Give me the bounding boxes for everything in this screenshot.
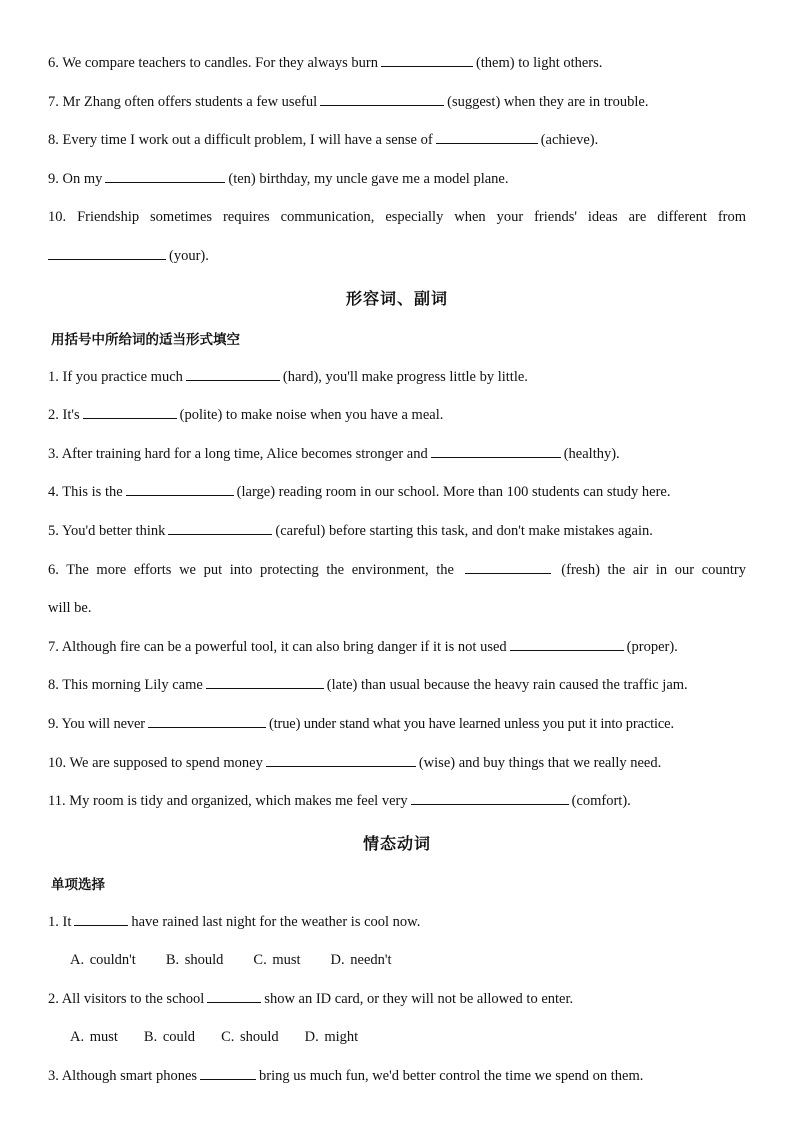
- question-line: [48, 358, 746, 397]
- question-line: [48, 589, 746, 628]
- question-hint: (proper).: [626, 638, 678, 655]
- option-a[interactable]: A. couldn't: [70, 952, 136, 969]
- option-b[interactable]: B. should: [165, 952, 224, 969]
- question-text: On my: [62, 170, 103, 187]
- answer-blank[interactable]: [411, 790, 569, 805]
- question-number: 7.: [48, 638, 59, 655]
- question-number: 8.: [48, 132, 59, 149]
- answer-blank[interactable]: [105, 168, 225, 183]
- question-number: 9.: [48, 715, 59, 732]
- question-hint: (large) reading room in our school. More than 100 students can study here.: [236, 484, 671, 501]
- question-line: [48, 396, 746, 435]
- question-number: 1.: [48, 913, 59, 930]
- question-text: Although smart phones: [61, 1068, 198, 1085]
- answer-blank[interactable]: [186, 366, 280, 381]
- question-line: [48, 237, 746, 276]
- question-line: [48, 160, 746, 199]
- question-line: [48, 551, 746, 590]
- question-line: [48, 903, 746, 942]
- question-number: 6.: [48, 55, 59, 71]
- question-number: 1.: [48, 368, 59, 385]
- answer-blank[interactable]: [83, 404, 177, 419]
- question-text: You'd better think: [61, 522, 166, 539]
- question-text: It's: [62, 407, 80, 424]
- question-text: Every time I work out a difficult problem, I will have a sense of: [62, 132, 433, 149]
- question-text: After training hard for a long time, Alice becomes stronger and: [61, 445, 428, 462]
- question-text: Mr Zhang often offers students a few useful: [62, 93, 318, 110]
- option-a[interactable]: A. must: [70, 1029, 118, 1046]
- answer-blank[interactable]: [200, 1065, 256, 1080]
- question-hint: (careful) before starting this task, and don't make mistakes again.: [275, 522, 653, 539]
- question-number: 6.: [48, 561, 59, 578]
- question-line: [48, 435, 746, 474]
- question-text: bring us much fun, we'd better control the time we spend on them.: [259, 1068, 644, 1085]
- question-line: [48, 666, 746, 705]
- answer-blank[interactable]: [320, 91, 444, 106]
- modal-verbs-section: [48, 821, 746, 1096]
- question-line: [48, 744, 746, 783]
- question-number: 10.: [48, 209, 67, 226]
- question-text: show an ID card, or they will not be allowed to enter.: [264, 990, 574, 1007]
- answer-blank[interactable]: [48, 245, 166, 260]
- question-number: 8.: [48, 677, 59, 694]
- question-text: We are supposed to spend money: [69, 754, 263, 771]
- question-line: [48, 121, 746, 160]
- question-text: All visitors to the school: [61, 990, 205, 1007]
- question-hint: (achieve).: [540, 132, 599, 149]
- question-hint: (them) to light others.: [475, 55, 603, 71]
- answer-blank[interactable]: [126, 481, 234, 496]
- answer-blank[interactable]: [510, 636, 624, 651]
- question-number: 10.: [48, 754, 67, 771]
- question-text: We compare teachers to candles. For they always burn: [62, 55, 378, 71]
- answer-blank[interactable]: [168, 520, 272, 535]
- question-hint: (hard), you'll make progress little by little.: [282, 368, 528, 385]
- answer-blank[interactable]: [148, 713, 266, 728]
- worksheet-page: [48, 44, 746, 1096]
- question-number: 9.: [48, 170, 59, 187]
- answer-blank[interactable]: [436, 129, 538, 144]
- question-text: This is the: [62, 484, 123, 501]
- question-hint: (polite) to make noise when you have a meal.: [179, 407, 444, 424]
- question-line: [48, 628, 746, 667]
- answer-blank[interactable]: [381, 52, 473, 67]
- answer-blank[interactable]: [465, 559, 551, 574]
- question-line: [48, 1057, 746, 1096]
- question-hint: (your).: [169, 247, 209, 264]
- question-text: If you practice much: [62, 368, 183, 385]
- answer-blank[interactable]: [74, 911, 128, 926]
- pronoun-section: [48, 44, 746, 276]
- option-c[interactable]: C. should: [221, 1029, 279, 1046]
- question-line: [48, 705, 746, 744]
- answer-blank[interactable]: [266, 752, 416, 767]
- question-line: [48, 198, 746, 237]
- question-line: [48, 473, 746, 512]
- section-heading: 形容词、副词: [345, 288, 448, 308]
- question-line: [48, 512, 746, 551]
- question-line: [48, 83, 746, 122]
- question-text: My room is tidy and organized, which makes me feel very: [69, 793, 408, 810]
- question-line: [48, 782, 746, 821]
- question-number: 2.: [48, 990, 59, 1007]
- question-text: It: [62, 913, 72, 930]
- question-number: 11.: [48, 793, 66, 810]
- question-hint: (suggest) when they are in trouble.: [447, 93, 649, 110]
- question-number: 5.: [48, 522, 59, 539]
- question-hint: (true) under stand what you have learned unless you put it into practice.: [268, 715, 674, 732]
- options-row: [48, 941, 746, 980]
- question-line: [48, 44, 746, 83]
- question-hint: (comfort).: [571, 793, 631, 810]
- answer-blank[interactable]: [206, 674, 324, 689]
- question-hint: (healthy).: [563, 445, 620, 462]
- question-number: 7.: [48, 93, 59, 110]
- question-number: 4.: [48, 484, 59, 501]
- option-c[interactable]: C. must: [253, 952, 301, 969]
- option-b[interactable]: B. could: [143, 1029, 196, 1046]
- question-hint: (late) than usual because the heavy rain caused the traffic jam.: [326, 677, 688, 694]
- option-d[interactable]: D. needn't: [330, 952, 392, 969]
- question-hint: (fresh) the air in our country: [561, 561, 746, 578]
- option-d[interactable]: D. might: [304, 1029, 359, 1046]
- question-text: Although fire can be a powerful tool, it can also bring danger if it is not used: [61, 638, 507, 655]
- question-number: 2.: [48, 407, 59, 424]
- question-text: have rained last night for the weather is cool now.: [131, 913, 421, 930]
- section-heading: 情态动词: [362, 833, 431, 853]
- question-text: This morning Lily came: [62, 677, 203, 694]
- section-instruction: 单项选择: [51, 876, 105, 893]
- section-instruction: 用括号中所给词的适当形式填空: [51, 331, 240, 348]
- question-line: [48, 980, 746, 1019]
- adjective-adverb-section: [48, 276, 746, 821]
- question-text: You will never: [61, 715, 145, 732]
- question-number: 3.: [48, 1068, 59, 1085]
- question-number: 3.: [48, 445, 59, 462]
- options-row: [48, 1018, 746, 1057]
- question-hint: (ten) birthday, my uncle gave me a model plane.: [228, 170, 509, 187]
- question-text: will be.: [48, 600, 92, 617]
- answer-blank[interactable]: [207, 988, 261, 1003]
- question-text: The more efforts we put into protecting the environment, the: [66, 561, 454, 578]
- question-hint: (wise) and buy things that we really need.: [418, 754, 662, 771]
- answer-blank[interactable]: [431, 443, 561, 458]
- question-text: Friendship sometimes requires communication, especially when your friends' ideas are different from: [77, 209, 747, 226]
